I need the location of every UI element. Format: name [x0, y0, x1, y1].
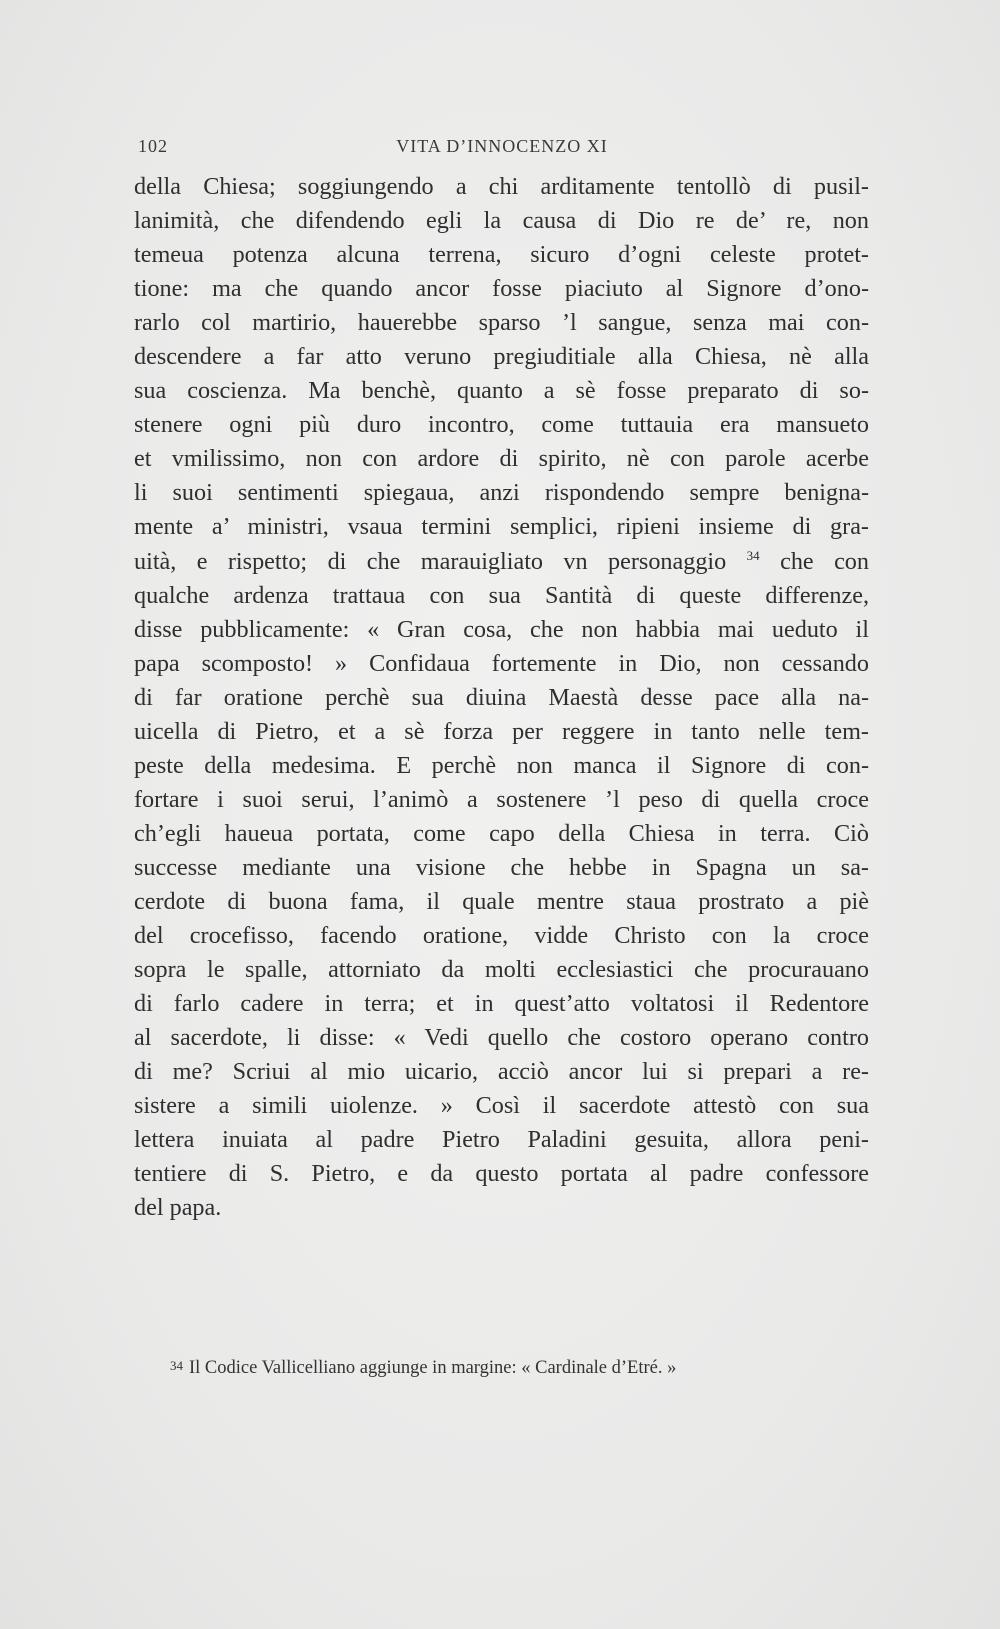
- text-line: descendere a far atto veruno pregiuditiale alla Chiesa, nè alla: [134, 343, 869, 371]
- text-line: tentiere di S. Pietro, e da questo portata al padre confessore: [134, 1160, 869, 1188]
- text-line: sistere a simili uiolenze. » Così il sacerdote attestò con sua: [134, 1092, 869, 1120]
- text-line: di far oratione perchè sua diuina Maestà desse pace alla na-: [134, 683, 869, 711]
- text-line-with-footnote: [134, 545, 869, 579]
- text-line: stenere ogni più duro incontro, come tuttauia era mansueto: [134, 411, 869, 439]
- footnote: [170, 1358, 870, 1379]
- text-line: peste della medesima. E perchè non manca il Signore di con-: [134, 751, 869, 779]
- text-line: disse pubblicamente: « Gran cosa, che non habbia mai ueduto il: [134, 615, 869, 643]
- text-line: successe mediante una visione che hebbe in Spagna un sa-: [134, 853, 869, 881]
- text-segment: uità, e rispetto; di che marauigliato vn personaggio: [134, 547, 727, 575]
- text-line: sua coscienza. Ma benchè, quanto a sè fosse preparato di so-: [134, 377, 869, 405]
- text-segment: che con: [780, 547, 869, 575]
- footnote-number: 34: [170, 1358, 183, 1373]
- text-line: mente a’ ministri, vsaua termini semplici, ripieni insieme di gra-: [134, 513, 869, 541]
- running-head: VITA D’INNOCENZO XI: [396, 136, 608, 156]
- text-line: ch’egli haueua portata, come capo della Chiesa in terra. Ciò: [134, 819, 869, 847]
- footnote-reference: 34: [746, 547, 760, 563]
- text-line: papa scomposto! » Confidaua fortemente in Dio, non cessando: [134, 649, 869, 677]
- text-line: uicella di Pietro, et a sè forza per reggere in tanto nelle tem-: [134, 717, 869, 745]
- text-line: li suoi sentimenti spiegaua, anzi rispondendo sempre benigna-: [134, 479, 869, 507]
- text-line: di farlo cadere in terra; et in quest’atto voltatosi il Redentore: [134, 990, 869, 1018]
- text-line: del papa.: [134, 1194, 222, 1222]
- body-text: [134, 170, 869, 1225]
- page-number: 102: [138, 136, 168, 156]
- text-line: fortare i suoi serui, l’animò a sostenere ’l peso di quella croce: [134, 785, 869, 813]
- text-line: tione: ma che quando ancor fosse piaciuto al Signore d’ono-: [134, 275, 869, 303]
- text-line: temeua potenza alcuna terrena, sicuro d’ogni celeste protet-: [134, 241, 869, 269]
- text-line: rarlo col martirio, hauerebbe sparso ’l sangue, senza mai con-: [134, 309, 869, 337]
- text-line: cerdote di buona fama, il quale mentre staua prostrato a piè: [134, 887, 869, 915]
- text-line: al sacerdote, li disse: « Vedi quello che costoro operano contro: [134, 1024, 869, 1052]
- text-line: qualche ardenza trattaua con sua Santità di queste differenze,: [134, 581, 869, 609]
- text-line: lanimità, che difendendo egli la causa di Dio re de’ re, non: [134, 207, 869, 235]
- text-line: del crocefisso, facendo oratione, vidde Christo con la croce: [134, 922, 869, 950]
- text-line: lettera inuiata al padre Pietro Paladini gesuita, allora peni-: [134, 1126, 869, 1154]
- footnote-text: Il Codice Vallicelliano aggiunge in margine: « Cardinale d’Etré. »: [189, 1358, 677, 1378]
- text-line: della Chiesa; soggiungendo a chi arditamente tentollò di pusil-: [134, 173, 869, 200]
- text-line: sopra le spalle, attorniato da molti ecclesiastici che procurauano: [134, 956, 869, 984]
- text-line: di me? Scriui al mio uicario, acciò ancor lui si prepari a re-: [134, 1058, 869, 1086]
- text-line: et vmilissimo, non con ardore di spirito, nè con parole acerbe: [134, 445, 869, 473]
